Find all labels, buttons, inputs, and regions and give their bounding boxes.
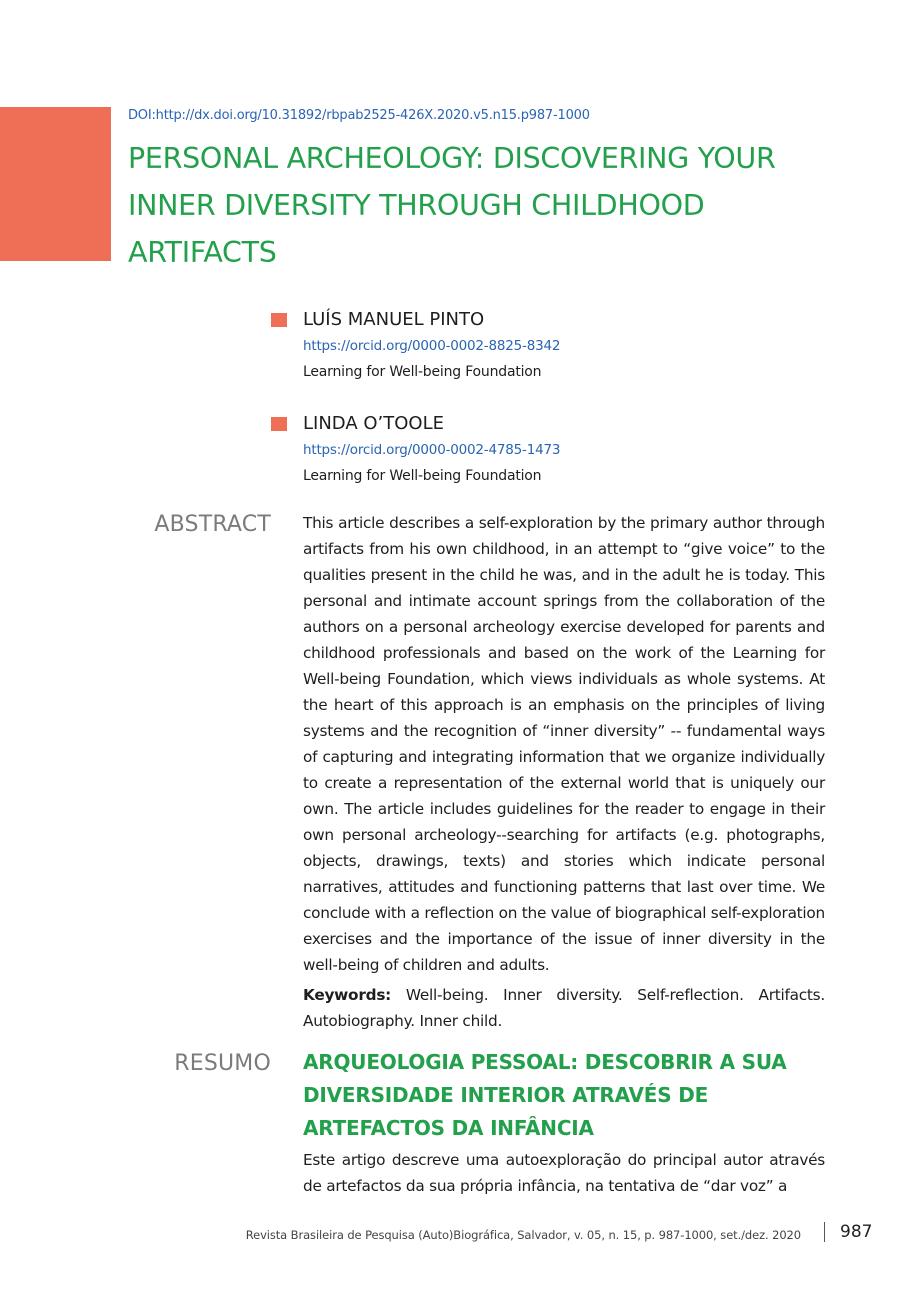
author-name: LUÍS MANUEL PINTO [303, 309, 485, 330]
keywords [303, 982, 825, 1034]
keywords-label: Keywords: [303, 986, 392, 1004]
doi-link[interactable]: DOI:http://dx.doi.org/10.31892/rbpab2525-426X.2020.v5.n15.p987-1000 [128, 108, 590, 123]
author-affiliation: Learning for Well-being Foundation [303, 468, 542, 484]
keywords-text: Well-being. Inner diversity. Self-reflection. Artifacts. Autobiography. Inner child. [303, 986, 825, 1030]
resumo-text: Este artigo descreve uma autoexploração do principal autor através de artefactos da sua própria infância, na tentativa de “dar voz” a [303, 1151, 825, 1195]
abstract-text: This article describes a self-exploration by the primary author through artifacts from his own childhood, in an attempt to “give voice” to the qualities present in the child he was, and in the adult he is today. This personal and intimate account springs from the collaboration of the authors on a personal archeology exercise developed for parents and childhood professionals and based on the work of the Learning for Well-being Foundation, which views individuals as whole systems. At the heart of this approach is an emphasis on the principles of living systems and the recognition of “inner diversity” -- fundamental ways of capturing and integrating information that we organize individually to create a representation of the external world that is uniquely our own. The article includes guidelines for the reader to engage in their own personal archeology--searching for artifacts (e.g. photographs, objects, drawings, texts) and stories which indicate personal narratives, attitudes and functioning patterns that last over time. We conclude with a reflection on the value of biographical self-exploration exercises and the importance of the issue of inner diversity in the well-being of children and adults. [303, 514, 825, 974]
author-orcid-link[interactable]: https://orcid.org/0000-0002-8825-8342 [303, 338, 561, 354]
author-name: LINDA O’TOOLE [303, 413, 445, 434]
author-affiliation: Learning for Well-being Foundation [303, 364, 542, 380]
accent-block [0, 107, 111, 261]
article-title: PERSONAL ARCHEOLOGY: DISCOVERING YOUR INNER DIVERSITY THROUGH CHILDHOOD ARTIFACTS [128, 142, 776, 269]
journal-reference: Revista Brasileira de Pesquisa (Auto)Biográfica, Salvador, v. 05, n. 15, p. 987-1000, set./dez. 2020 [245, 1228, 801, 1242]
resumo-label: RESUMO [174, 1051, 271, 1076]
resumo-title: ARQUEOLOGIA PESSOAL: DESCOBRIR A SUA DIVERSIDADE INTERIOR ATRAVÉS DE ARTEFACTOS DA INFÂNCIA [303, 1050, 787, 1140]
author-bullet-icon [271, 313, 287, 327]
page-number: 987 [840, 1222, 873, 1242]
author-bullet-icon [271, 417, 287, 431]
author-orcid-link[interactable]: https://orcid.org/0000-0002-4785-1473 [303, 442, 561, 458]
abstract-label: ABSTRACT [154, 512, 271, 537]
footer-divider [824, 1222, 825, 1242]
